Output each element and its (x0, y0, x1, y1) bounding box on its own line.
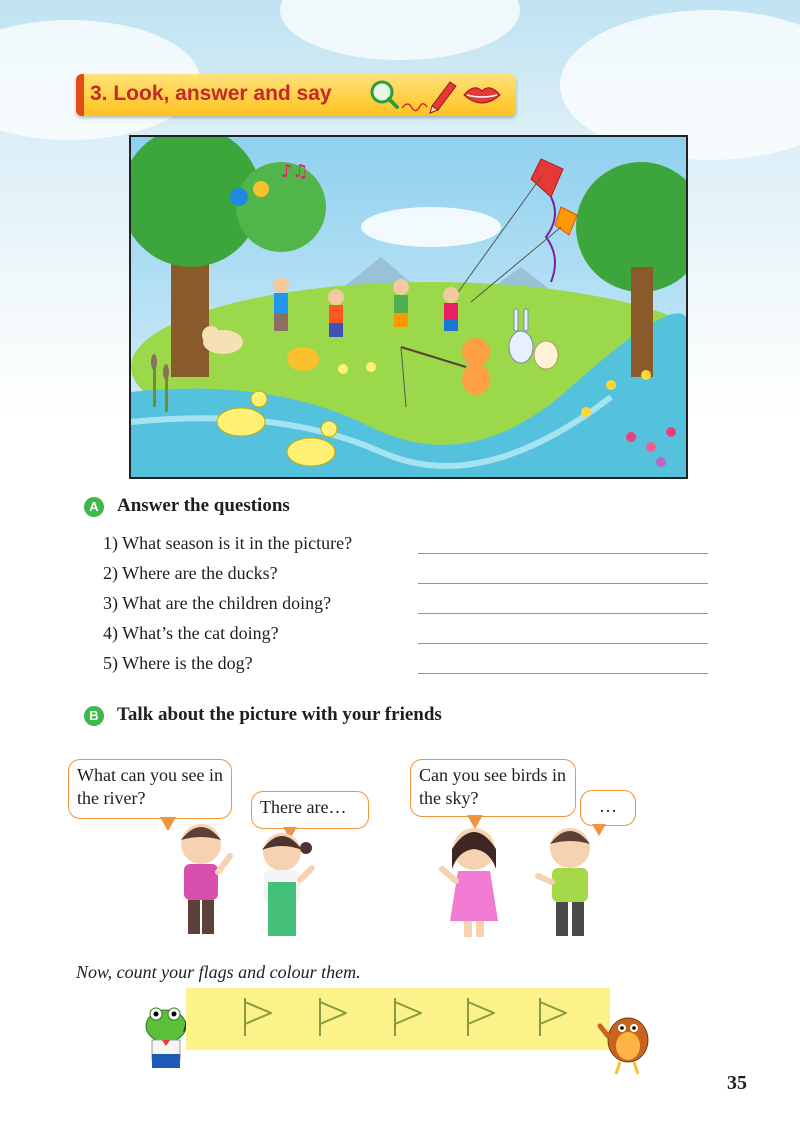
music-notes: ♪♫ (281, 161, 309, 182)
speech-bubble-3-text: Can you see birds in the sky? (419, 765, 566, 808)
flag-outline-2[interactable] (320, 998, 346, 1036)
girl-green-overalls (246, 830, 320, 940)
question-2: 2) Where are the ducks? (103, 563, 278, 583)
background-cloud (280, 0, 520, 60)
scribble-icon (402, 104, 427, 111)
bird-yellow (253, 181, 269, 197)
flag-outline-4[interactable] (468, 998, 494, 1036)
banner-stripe (76, 74, 84, 116)
answer-line-2[interactable] (418, 583, 708, 584)
question-1: 1) What season is it in the picture? (103, 533, 353, 553)
cloud (361, 207, 501, 247)
lips-icon (464, 88, 500, 103)
boy-green-shirt (532, 826, 608, 940)
flag-colouring-strip (186, 988, 610, 1050)
exercise-title: 3. Look, answer and say (90, 82, 332, 105)
section-b-title: Talk about the picture with your friends (117, 704, 442, 725)
rabbit-cream (534, 341, 558, 369)
page-number: 35 (727, 1072, 747, 1094)
section-b-badge: B (84, 706, 104, 726)
park-illustration (129, 135, 688, 479)
child-4 (443, 287, 459, 331)
question-5: 5) Where is the dog? (103, 653, 253, 673)
speech-bubble-2-text: There are… (260, 797, 347, 817)
child-2 (328, 289, 344, 337)
speech-bubble-1 (68, 759, 232, 819)
bird-mascot (594, 1006, 658, 1078)
speech-bubble-3 (410, 759, 576, 817)
girl-pink-dress (436, 825, 512, 941)
section-a-title: Answer the questions (117, 495, 290, 516)
flag-outline-3[interactable] (395, 998, 421, 1036)
answer-line-5[interactable] (418, 673, 708, 674)
speech-bubble-4-text: … (599, 796, 617, 816)
child-1 (273, 277, 289, 331)
magnifier-icon (372, 82, 397, 107)
question-4: 4) What’s the cat doing? (103, 623, 279, 643)
child-3 (393, 279, 409, 327)
hen (287, 347, 319, 371)
bird-blue (230, 188, 248, 206)
right-tree-trunk (631, 267, 653, 377)
flag-outline-1[interactable] (245, 998, 271, 1036)
exercise-title-banner (76, 74, 516, 116)
answer-line-1[interactable] (418, 553, 708, 554)
speech-bubble-1-text: What can you see in the river? (77, 765, 223, 808)
speech-bubble-2 (251, 791, 369, 829)
activity-icons (366, 76, 514, 114)
pencil-icon (430, 82, 456, 113)
speech-bubble-4 (580, 790, 636, 826)
answer-line-4[interactable] (418, 643, 708, 644)
question-3: 3) What are the children doing? (103, 593, 332, 613)
section-a-badge: A (84, 497, 104, 517)
flag-outline-5[interactable] (540, 998, 566, 1036)
answer-line-3[interactable] (418, 613, 708, 614)
boy-pink-shirt (168, 822, 238, 938)
colouring-instruction: Now, count your flags and colour them. (76, 962, 361, 982)
